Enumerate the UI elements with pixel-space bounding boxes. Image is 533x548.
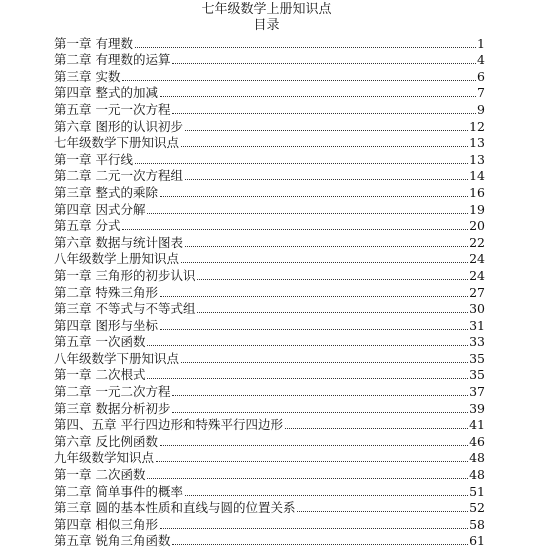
toc-entry[interactable] [54, 34, 485, 51]
toc-dot-leader [160, 527, 468, 529]
toc-entry-label: 第五章 分式 [54, 218, 121, 234]
toc-entry-page-number: 37 [469, 384, 485, 400]
toc-entry[interactable] [54, 499, 485, 516]
toc-entry-label: 第三章 数据分析初步 [54, 400, 171, 416]
toc-entry-label: 第五章 一次函数 [54, 334, 146, 350]
toc-entry-label: 第二章 一元二次方程 [54, 384, 171, 400]
toc-entry-page-number: 35 [469, 350, 485, 366]
toc-entry-label: 第二章 简单事件的概率 [54, 483, 183, 499]
toc-dot-leader [135, 162, 468, 164]
toc-entry-page-number: 4 [477, 52, 485, 68]
toc-entry-page-number: 16 [469, 184, 485, 200]
toc-entry-page-number: 19 [469, 201, 485, 217]
toc-entry-label: 第四章 因式分解 [54, 201, 146, 217]
toc-dot-leader [172, 394, 468, 396]
toc-entry-label: 第一章 平行线 [54, 151, 133, 167]
toc-entry-page-number: 6 [477, 68, 485, 84]
toc-entry[interactable] [54, 482, 485, 499]
toc-entry-page-number: 24 [469, 267, 485, 283]
toc-entry-label: 第四章 相似三角形 [54, 516, 158, 532]
toc-entry-page-number: 52 [469, 500, 485, 516]
toc-dot-leader [156, 460, 468, 462]
toc-dot-leader [147, 477, 468, 479]
toc-dot-leader [135, 46, 476, 48]
toc-entry[interactable] [54, 117, 485, 134]
toc-dot-leader [160, 95, 476, 97]
toc-entry-label: 第二章 特殊三角形 [54, 284, 158, 300]
toc-dot-leader [172, 543, 468, 545]
toc-entry-page-number: 41 [469, 417, 485, 433]
toc-entry[interactable] [54, 382, 485, 399]
toc-entry-page-number: 13 [469, 151, 485, 167]
toc-entry[interactable] [54, 134, 485, 151]
toc-entry-label: 第六章 反比例函数 [54, 433, 158, 449]
toc-entry[interactable] [54, 100, 485, 117]
toc-dot-leader [297, 510, 468, 512]
toc-entry[interactable] [54, 465, 485, 482]
toc-entry-page-number: 39 [469, 400, 485, 416]
toc-entry-page-number: 1 [477, 35, 485, 51]
toc-entry-label: 第一章 有理数 [54, 35, 133, 51]
toc-entry-label: 九年级数学知识点 [54, 450, 155, 466]
toc-entry[interactable] [54, 316, 485, 333]
toc-entry-page-number: 31 [469, 317, 485, 333]
toc-entry-label: 第四章 整式的加减 [54, 85, 158, 101]
toc-entry-page-number: 20 [469, 218, 485, 234]
toc-entry-label: 八年级数学下册知识点 [54, 350, 180, 366]
toc-dot-leader [147, 212, 468, 214]
toc-entry[interactable] [54, 416, 485, 433]
toc-dot-leader [185, 178, 468, 180]
toc-entry[interactable] [54, 84, 485, 101]
toc-entry[interactable] [54, 300, 485, 317]
toc-entry[interactable] [54, 333, 485, 350]
toc-dot-leader [172, 112, 476, 114]
toc-dot-leader [285, 427, 468, 429]
toc-entry-label: 第一章 二次根式 [54, 367, 146, 383]
toc-dot-leader [181, 361, 468, 363]
toc-entry-page-number: 13 [469, 135, 485, 151]
toc-dot-leader [197, 311, 468, 313]
toc-entry[interactable] [54, 150, 485, 167]
toc-entry[interactable] [54, 515, 485, 532]
toc-entry-page-number: 14 [469, 168, 485, 184]
toc-entry[interactable] [54, 67, 485, 84]
toc-entry-label: 第一章 二次函数 [54, 467, 146, 483]
toc-entry[interactable] [54, 432, 485, 449]
toc-entry-page-number: 48 [469, 450, 485, 466]
toc-entry-label: 七年级数学下册知识点 [54, 135, 180, 151]
toc-entry[interactable] [54, 167, 485, 184]
toc-entry[interactable] [54, 51, 485, 68]
toc-entry[interactable] [54, 532, 485, 548]
toc-entry-page-number: 58 [469, 516, 485, 532]
toc-entry[interactable] [54, 449, 485, 466]
toc-dot-leader [172, 62, 476, 64]
toc-entry-label: 第一章 三角形的初步认识 [54, 267, 196, 283]
toc-entry-label: 第四、五章 平行四边形和特殊平行四边形 [54, 417, 283, 433]
toc-entry[interactable] [54, 349, 485, 366]
toc-entry-label: 第五章 锐角三角函数 [54, 533, 171, 548]
toc-entry[interactable] [54, 183, 485, 200]
table-of-contents [54, 34, 485, 548]
toc-entry-page-number: 27 [469, 284, 485, 300]
document-title: 七年级数学上册知识点 [201, 2, 332, 17]
toc-entry-label: 第六章 图形的认识初步 [54, 118, 183, 134]
toc-entry-label: 第六章 数据与统计图表 [54, 234, 183, 250]
toc-entry[interactable] [54, 399, 485, 416]
toc-dot-leader [122, 228, 468, 230]
toc-entry-page-number: 61 [469, 533, 485, 548]
toc-entry-label: 第五章 一元一次方程 [54, 101, 171, 117]
toc-dot-leader [185, 129, 468, 131]
toc-entry[interactable] [54, 217, 485, 234]
toc-entry-page-number: 24 [469, 251, 485, 267]
toc-entry[interactable] [54, 266, 485, 283]
toc-entry-page-number: 9 [477, 101, 485, 117]
toc-entry-label: 第二章 二元一次方程组 [54, 168, 183, 184]
toc-entry[interactable] [54, 200, 485, 217]
toc-entry-page-number: 12 [469, 118, 485, 134]
toc-dot-leader [122, 79, 476, 81]
toc-entry-label: 第四章 图形与坐标 [54, 317, 158, 333]
toc-dot-leader [197, 278, 468, 280]
toc-entry-page-number: 35 [469, 367, 485, 383]
toc-dot-leader [160, 444, 468, 446]
toc-entry[interactable] [54, 366, 485, 383]
toc-entry-page-number: 51 [469, 483, 485, 499]
toc-entry[interactable] [54, 233, 485, 250]
toc-dot-leader [172, 411, 468, 413]
toc-heading: 目录 [253, 18, 280, 33]
toc-dot-leader [160, 195, 468, 197]
toc-entry-page-number: 48 [469, 467, 485, 483]
toc-dot-leader [147, 344, 468, 346]
toc-entry-label: 第三章 实数 [54, 68, 121, 84]
toc-dot-leader [160, 328, 468, 330]
toc-entry-label: 第二章 有理数的运算 [54, 52, 171, 68]
toc-entry[interactable] [54, 283, 485, 300]
toc-entry-page-number: 33 [469, 334, 485, 350]
toc-entry-page-number: 22 [469, 234, 485, 250]
toc-entry-label: 第三章 不等式与不等式组 [54, 301, 196, 317]
toc-dot-leader [147, 377, 468, 379]
toc-entry-page-number: 7 [477, 85, 485, 101]
toc-entry[interactable] [54, 250, 485, 267]
toc-dot-leader [185, 245, 468, 247]
toc-dot-leader [160, 295, 468, 297]
toc-dot-leader [181, 261, 468, 263]
toc-entry-label: 第三章 整式的乘除 [54, 184, 158, 200]
toc-entry-label: 八年级数学上册知识点 [54, 251, 180, 267]
toc-dot-leader [181, 145, 468, 147]
toc-entry-page-number: 46 [469, 433, 485, 449]
toc-entry-page-number: 30 [469, 301, 485, 317]
toc-dot-leader [185, 494, 468, 496]
toc-entry-label: 第三章 圆的基本性质和直线与圆的位置关系 [54, 500, 296, 516]
